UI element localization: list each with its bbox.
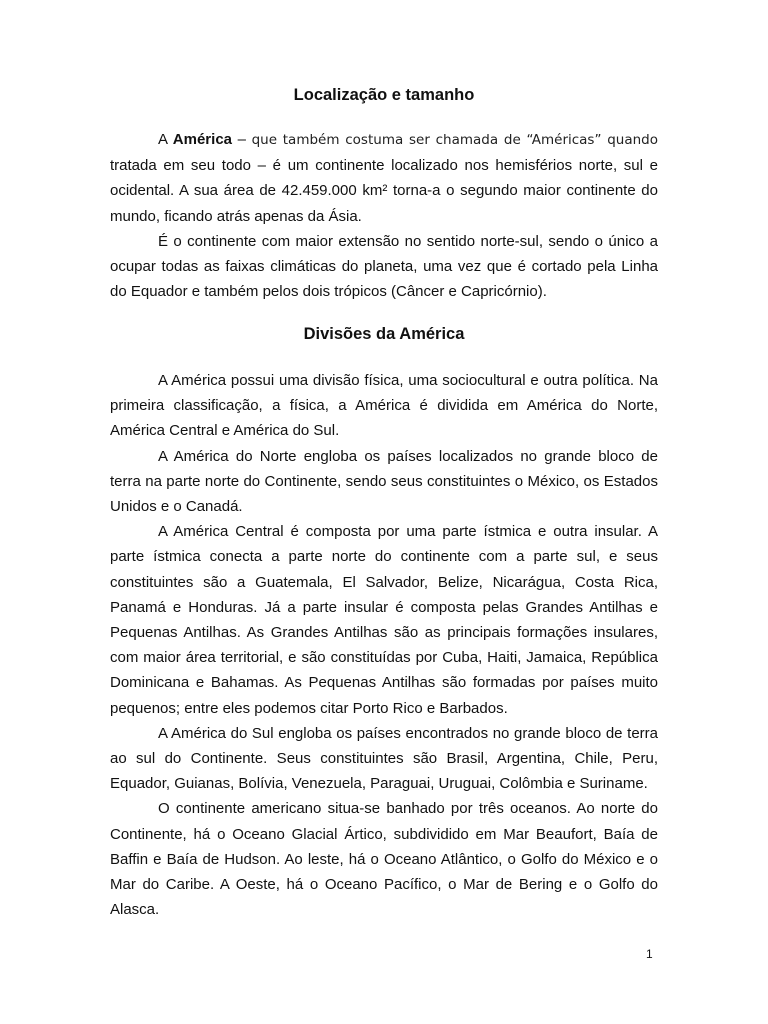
paragraph-intro-lead: A [158,131,173,148]
paragraph-intro-rest: tratada em seu todo – é um continente localizado nos hemisférios norte, sul e ocidental. A sua área de 42.459.000 km² torna-a o segundo maior continente do mundo, ficando atrás apenas da Ásia. [110,157,658,225]
paragraph-intro-dash: – [232,131,252,148]
paragraph-divisions: A América possui uma divisão física, uma sociocultural e outra política. Na primeira classificação, a física, a América é dividida em América do Norte, América Central e América do Sul. [110,372,658,440]
term-america: América [172,131,232,148]
section-body-divisoes [110,368,658,922]
paragraph-intro [110,127,658,229]
paragraph-central-america: A América Central é composta por uma parte ístmica e outra insular. A parte ístmica conecta a parte norte do continente com a parte sul, e seus constituintes são a Guatemala, El Salvador, Belize, Nicarágua, Costa Rica, Panamá e Honduras. Já a parte insular é composta pelas Grandes Antilhas e Pequenas Antilhas. As Grandes Antilhas são as principais formações insulares, com maior área territorial, e são constituídas por Cuba, Haiti, Jamaica, República Dominicana e Bahamas. As Pequenas Antilhas são formadas por países muito pequenos; entre eles podemos citar Porto Rico e Barbados. [110,523,658,717]
section-body-localizacao [110,127,658,304]
section-title-divisoes: Divisões da América [303,325,465,343]
section-title-localizacao: Localização e tamanho [293,86,475,104]
paragraph-south-america: A América do Sul engloba os países encontrados no grande bloco de terra ao sul do Continente. Seus constituintes são Brasil, Argentina, Chile, Peru, Equador, Guianas, Bolívia, Venezuela, Paraguai, Uruguai, Colômbia e Suriname. [110,724,658,793]
paragraph-north-america: A América do Norte engloba os países localizados no grande bloco de terra na parte norte do Continente, sendo seus constituintes o México, os Estados Unidos e o Canadá. [110,447,658,516]
page-number: 1 [646,947,653,961]
paragraph-extension: É o continente com maior extensão no sentido norte-sul, sendo o único a ocupar todas as faixas climáticas do planeta, uma vez que é cortado pela Linha do Equador e também pelos dois trópicos (Câncer e Capricórnio). [110,232,658,301]
paragraph-oceans: O continente americano situa-se banhado por três oceanos. Ao norte do Continente, há o Oceano Glacial Ártico, subdividido em Mar Beaufort, Baía de Baffin e Baía de Hudson. Ao leste, há o Oceano Atlântico, o Golfo do México e o Mar do Caribe. A Oeste, há o Oceano Pacífico, o Mar de Bering e o Golfo do Alasca. [110,800,658,919]
paragraph-intro-aside: que também costuma ser chamada de “Américas” quando [251,132,658,148]
